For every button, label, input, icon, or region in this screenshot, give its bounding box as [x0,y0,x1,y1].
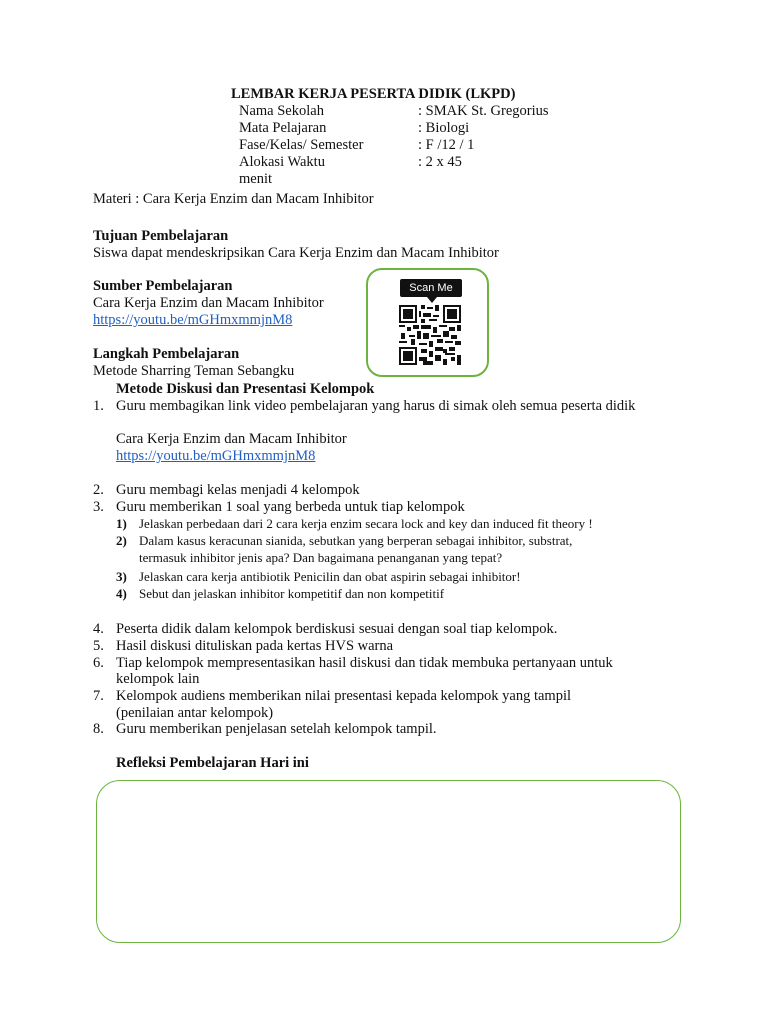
page-title: LEMBAR KERJA PESERTA DIDIK (LKPD) [231,86,516,102]
question-4-text: Sebut dan jelaskan inhibitor kompetitif dan non kompetitif [139,586,445,601]
step-2-number: 2. [93,482,104,498]
step-5-number: 5. [93,638,104,654]
field-label-mapel: Mata Pelajaran [239,120,327,136]
step-1-text: Guru membagikan link video pembelajaran yang harus di simak oleh semua peserta didik [116,398,636,414]
langkah-method2: Metode Diskusi dan Presentasi Kelompok [116,381,375,397]
field-value-kelas: : F /12 / 1 [418,137,475,153]
question-1-text: Jelaskan perbedaan dari 2 cara kerja enzim secara lock and key dan induced fit theory ! [139,516,593,531]
step-2-text: Guru membagi kelas menjadi 4 kelompok [116,482,360,498]
step-3-number: 3. [93,499,104,515]
video-title: Cara Kerja Enzim dan Macam Inhibitor [116,431,347,447]
step-7-number: 7. [93,688,104,704]
question-2-line2: termasuk inhibitor jenis apa? Dan bagaimana penanganan yang tepat? [139,550,503,565]
field-label-alokasi: Alokasi Waktu [239,154,325,170]
step-7-line2: (penilaian antar kelompok) [116,705,274,721]
question-1-number: 1) [116,516,127,531]
step-8-number: 8. [93,721,104,737]
field-value-alokasi: : 2 x 45 [418,154,462,170]
step-4-number: 4. [93,621,104,637]
qr-card [366,268,489,377]
step-6-line1: Tiap kelompok mempresentasikan hasil diskusi dan tidak membuka pertanyaan untuk [116,655,613,671]
langkah-heading: Langkah Pembelajaran [93,346,240,362]
sumber-text: Cara Kerja Enzim dan Macam Inhibitor [93,295,324,311]
refleksi-heading: Refleksi Pembelajaran Hari ini [116,755,309,771]
scan-me-label: Scan Me [400,279,462,297]
question-2-number: 2) [116,533,127,548]
field-label-sekolah: Nama Sekolah [239,103,324,119]
step-3-text: Guru memberikan 1 soal yang berbeda untuk tiap kelompok [116,499,465,515]
field-label-kelas: Fase/Kelas/ Semester [239,137,364,153]
video-link[interactable]: https://youtu.be/mGHmxmmjnM8 [116,448,316,464]
step-6-number: 6. [93,655,104,671]
step-8-text: Guru memberikan penjelasan setelah kelompok tampil. [116,721,437,737]
step-6-line2: kelompok lain [116,671,200,687]
question-3-number: 3) [116,569,127,584]
langkah-method1: Metode Sharring Teman Sebangku [93,363,295,379]
sumber-link[interactable]: https://youtu.be/mGHmxmmjnM8 [93,312,293,328]
field-value-mapel: : Biologi [418,120,470,136]
question-2-line1: Dalam kasus keracunan sianida, sebutkan yang berperan sebagai inhibitor, substrat, [139,533,573,548]
materi-line: Materi : Cara Kerja Enzim dan Macam Inhibitor [93,191,374,207]
tujuan-text: Siswa dapat mendeskripsikan Cara Kerja Enzim dan Macam Inhibitor [93,245,499,261]
step-4-text: Peserta didik dalam kelompok berdiskusi sesuai dengan soal tiap kelompok. [116,621,558,637]
question-4-number: 4) [116,586,127,601]
qr-code-icon[interactable] [399,305,461,365]
tujuan-heading: Tujuan Pembelajaran [93,228,229,244]
question-3-text: Jelaskan cara kerja antibiotik Penicilin dan obat aspirin sebagai inhibitor! [139,569,521,584]
step-1-number: 1. [93,398,104,414]
step-5-text: Hasil diskusi dituliskan pada kertas HVS warna [116,638,394,654]
field-alokasi-cont: menit [239,171,273,187]
refleksi-answer-box[interactable] [96,780,681,943]
sumber-heading: Sumber Pembelajaran [93,278,233,294]
step-7-line1: Kelompok audiens memberikan nilai presentasi kepada kelompok yang tampil [116,688,572,704]
field-value-sekolah: : SMAK St. Gregorius [418,103,549,119]
